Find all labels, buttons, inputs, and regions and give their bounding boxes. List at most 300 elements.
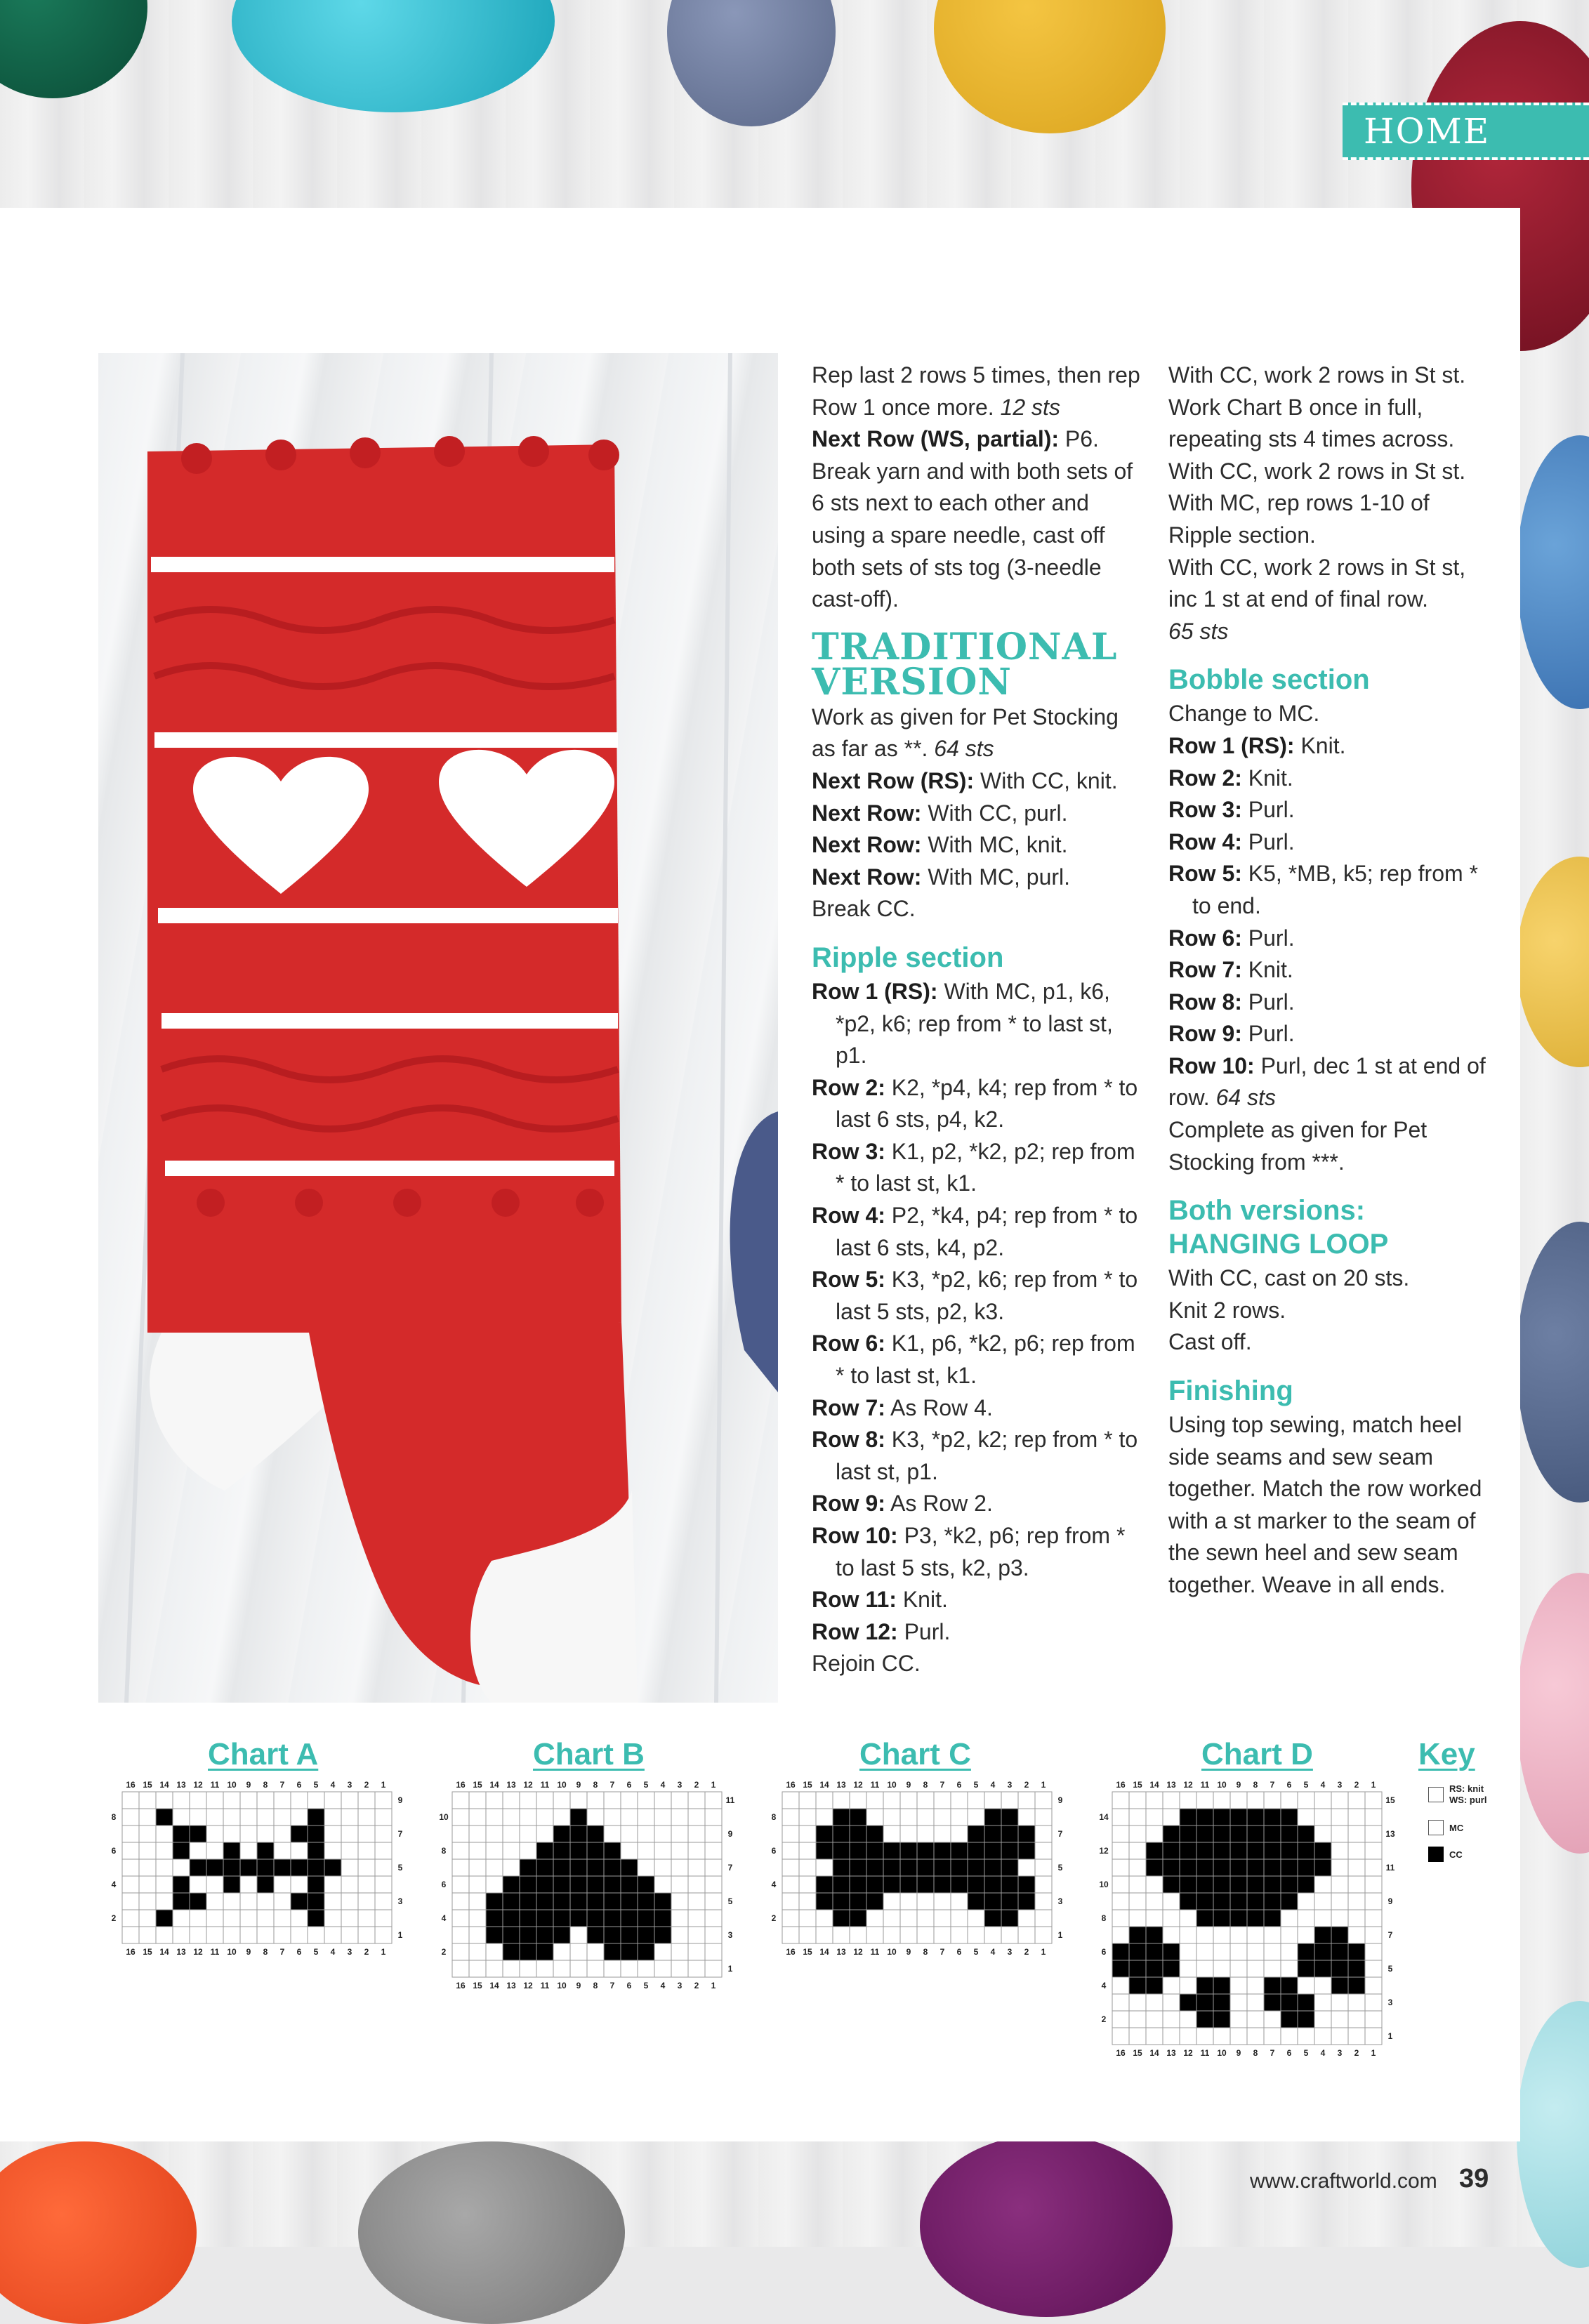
chart-cell-cc <box>1264 1842 1281 1859</box>
chart-cell-cc <box>1213 1842 1230 1859</box>
chart-cell-cc <box>1331 1977 1348 1994</box>
chart-cell-mc <box>1180 1960 1196 1977</box>
chart-cell-mc <box>1314 1792 1331 1809</box>
chart-cell-mc <box>799 1809 816 1825</box>
chart-column-number: 16 <box>1116 1780 1126 1790</box>
chart-column-number: 13 <box>836 1780 846 1790</box>
row-text: Knit. <box>902 1587 948 1613</box>
row-label: Row 10: <box>812 1523 898 1548</box>
chart-cell-mc <box>324 1910 341 1927</box>
chart-cell-mc <box>1264 1792 1281 1809</box>
chart-cell-mc <box>1247 1792 1264 1809</box>
chart-cell-cc <box>1112 1960 1129 1977</box>
chart-cell-mc <box>850 1927 866 1943</box>
chart-cell-cc <box>520 1893 536 1910</box>
chart-row-number: 8 <box>771 1812 777 1822</box>
chart-cell-cc <box>1314 1842 1331 1859</box>
row-label: Row 11: <box>812 1587 897 1613</box>
chart-cell-cc <box>1264 1876 1281 1893</box>
chart-cell-mc <box>934 1792 951 1809</box>
chart-cell-mc <box>139 1859 156 1876</box>
chart-cell-cc <box>1230 1809 1247 1825</box>
chart-column-number: 3 <box>1337 1780 1343 1790</box>
chart-cell-cc <box>951 1842 968 1859</box>
chart-cell-mc <box>375 1842 392 1859</box>
chart-cell-mc <box>984 1792 1001 1809</box>
chart-cell-mc <box>671 1876 688 1893</box>
chart-cell-mc <box>1129 2028 1146 2045</box>
chart-cell-cc <box>1018 1842 1035 1859</box>
chart-column-number: 14 <box>819 1780 829 1790</box>
chart-cell-cc <box>1146 1960 1163 1977</box>
chart-cell-mc <box>553 1960 570 1977</box>
chart-cell-cc <box>1001 1876 1018 1893</box>
stitch-count: 12 sts <box>1000 394 1060 420</box>
chart-column-number: 13 <box>506 1981 516 1990</box>
chart-column-number: 9 <box>576 1780 581 1790</box>
row-label: Row 10: <box>1168 1052 1255 1078</box>
finishing-heading: Finishing <box>1168 1375 1293 1407</box>
chart-cell-cc <box>900 1842 917 1859</box>
chart-cell-mc <box>570 1792 587 1809</box>
chart-cell-mc <box>324 1876 341 1893</box>
chart-cell-cc <box>1129 1960 1146 1977</box>
body-line: With MC, rep rows 1-10 of Ripple section. <box>1168 490 1430 548</box>
chart-cell-mc <box>917 1893 934 1910</box>
chart-a-title: Chart A <box>208 1737 319 1771</box>
chart-cell-cc <box>1180 1893 1196 1910</box>
chart-cell-mc <box>358 1825 375 1842</box>
chart-cell-mc <box>1298 1927 1314 1943</box>
chart-column-number: 11 <box>210 1947 220 1957</box>
chart-cell-mc <box>1230 2011 1247 2028</box>
chart-column-number: 12 <box>853 1780 863 1790</box>
chart-cell-cc <box>553 1876 570 1893</box>
chart-cell-cc <box>1018 1876 1035 1893</box>
chart-cell-mc <box>782 1825 799 1842</box>
chart-cell-mc <box>223 1893 240 1910</box>
chart-cell-cc <box>638 1876 654 1893</box>
chart-column-number: 7 <box>279 1780 285 1790</box>
chart-column-number: 7 <box>1270 2048 1275 2058</box>
chart-cell-cc <box>1146 1943 1163 1960</box>
chart-cell-mc <box>688 1960 705 1977</box>
chart-cell-mc <box>358 1842 375 1859</box>
chart-row-number: 1 <box>397 1930 403 1940</box>
chart-cell-cc <box>1331 1943 1348 1960</box>
chart-cell-cc <box>1247 1893 1264 1910</box>
key-title: Key <box>1418 1737 1475 1771</box>
row-text: With CC, knit. <box>980 767 1118 793</box>
chart-column-number: 10 <box>887 1947 897 1957</box>
text-column-2 <box>1168 359 1491 1602</box>
footer-url[interactable]: www.craftworld.com <box>1250 2170 1437 2193</box>
chart-cell-mc <box>308 1792 324 1809</box>
chart-cell-mc <box>156 1927 173 1943</box>
chart-cell-mc <box>799 1859 816 1876</box>
chart-cell-cc <box>570 1876 587 1893</box>
chart-row-number: 5 <box>727 1896 733 1906</box>
chart-cell-mc <box>469 1809 486 1825</box>
chart-column-number: 12 <box>193 1947 203 1957</box>
chart-cell-mc <box>934 1910 951 1927</box>
chart-cell-mc <box>1035 1859 1052 1876</box>
chart-cell-mc <box>341 1893 358 1910</box>
chart-cell-cc <box>1180 1809 1196 1825</box>
chart-cell-cc <box>1264 1859 1281 1876</box>
chart-cell-cc <box>638 1910 654 1927</box>
chart-cell-mc <box>705 1910 722 1927</box>
chart-cell-mc <box>705 1876 722 1893</box>
chart-cell-cc <box>604 1876 621 1893</box>
chart-cell-mc <box>1146 1893 1163 1910</box>
chart-cell-mc <box>705 1825 722 1842</box>
chart-column-number: 10 <box>557 1780 567 1790</box>
row-text: Purl. <box>1248 797 1295 823</box>
chart-cell-cc <box>1196 1994 1213 2011</box>
chart-column-number: 3 <box>677 1780 683 1790</box>
complete-text: Complete as given for Pet Stocking from ***. <box>1168 1117 1428 1175</box>
chart-cell-mc <box>1348 1893 1365 1910</box>
row-text: P3, *k2, p6; rep from * to last 5 sts, k2, p3. <box>836 1523 1126 1580</box>
chart-cell-mc <box>1213 1943 1230 1960</box>
chart-cell-mc <box>240 1842 257 1859</box>
chart-cell-mc <box>1331 1876 1348 1893</box>
chart-cell-cc <box>173 1825 190 1842</box>
chart-cell-mc <box>816 1910 833 1927</box>
chart-cell-mc <box>1180 1977 1196 1994</box>
chart-cell-mc <box>1314 1893 1331 1910</box>
chart-column-number: 5 <box>973 1780 979 1790</box>
trad-intro: Work as given for Pet Stocking as far as **. <box>812 704 1119 762</box>
chart-cell-mc <box>1129 1792 1146 1809</box>
chart-cell-cc <box>968 1859 984 1876</box>
chart-column-number: 13 <box>176 1947 186 1957</box>
chart-column-number: 3 <box>1007 1780 1013 1790</box>
chart-cell-cc <box>850 1842 866 1859</box>
chart-column-number: 12 <box>193 1780 203 1790</box>
chart-cell-mc <box>1298 1809 1314 1825</box>
chart-row-number: 3 <box>1387 1998 1393 2007</box>
chart-cell-cc <box>1314 1927 1331 1943</box>
row-text: With MC, knit. <box>928 832 1068 858</box>
chart-cell-cc <box>1196 2011 1213 2028</box>
chart-row-number: 1 <box>727 1964 733 1974</box>
chart-cell-mc <box>705 1842 722 1859</box>
chart-cell-mc <box>1365 1910 1382 1927</box>
chart-cell-mc <box>1035 1910 1052 1927</box>
intro-text: Rep last 2 rows 5 times, then rep Row 1 once more. <box>812 362 1140 420</box>
chart-cell-mc <box>1314 1809 1331 1825</box>
chart-cell-cc <box>654 1927 671 1943</box>
chart-cell-mc <box>1035 1825 1052 1842</box>
chart-column-number: 5 <box>1303 2048 1309 2058</box>
chart-cell-mc <box>341 1910 358 1927</box>
chart-cell-mc <box>206 1809 223 1825</box>
chart-cell-cc <box>654 1893 671 1910</box>
chart-cell-mc <box>951 1910 968 1927</box>
row-text: Purl. <box>1248 828 1295 854</box>
chart-cell-mc <box>1247 2011 1264 2028</box>
chart-column-number: 9 <box>246 1947 251 1957</box>
chart-cell-cc <box>308 1842 324 1859</box>
chart-cell-cc <box>570 1859 587 1876</box>
chart-cell-mc <box>274 1825 291 1842</box>
chart-cell-mc <box>206 1893 223 1910</box>
chart-column-number: 10 <box>227 1947 237 1957</box>
chart-cell-mc <box>341 1825 358 1842</box>
chart-cell-cc <box>570 1825 587 1842</box>
body-line: With CC, work 2 rows in St st, inc 1 st at end of final row. <box>1168 554 1466 612</box>
chart-cell-cc <box>520 1910 536 1927</box>
chart-cell-cc <box>866 1893 883 1910</box>
chart-row-number: 11 <box>725 1795 735 1805</box>
chart-column-number: 16 <box>1116 2048 1126 2058</box>
break-text: Break CC. <box>812 896 916 922</box>
chart-cell-mc <box>190 1809 206 1825</box>
chart-cell-cc <box>621 1859 638 1876</box>
row-text: K5, *MB, k5; rep from * to end. <box>1192 861 1478 918</box>
chart-cell-mc <box>469 1910 486 1927</box>
chart-cell-mc <box>1146 1994 1163 2011</box>
chart-cell-cc <box>1196 1893 1213 1910</box>
chart-cell-cc <box>816 1893 833 1910</box>
chart-row-number: 10 <box>439 1812 449 1822</box>
chart-cell-mc <box>358 1876 375 1893</box>
chart-cell-mc <box>968 1927 984 1943</box>
chart-cell-cc <box>1213 1994 1230 2011</box>
chart-cell-mc <box>375 1809 392 1825</box>
chart-cell-mc <box>1196 1960 1213 1977</box>
page-number: 39 <box>1459 2164 1489 2193</box>
chart-cell-mc <box>1018 1927 1035 1943</box>
chart-cell-cc <box>223 1842 240 1859</box>
chart-cell-mc <box>156 1859 173 1876</box>
chart-cell-mc <box>122 1792 139 1809</box>
chart-cell-mc <box>688 1792 705 1809</box>
chart-column-number: 5 <box>643 1780 649 1790</box>
chart-cell-mc <box>1163 1994 1180 2011</box>
chart-cell-cc <box>1146 1927 1163 1943</box>
chart-cell-mc <box>1331 1792 1348 1809</box>
chart-row-number: 6 <box>111 1846 117 1856</box>
chart-cell-mc <box>486 1825 503 1842</box>
chart-cell-mc <box>520 1792 536 1809</box>
chart-cell-mc <box>917 1927 934 1943</box>
chart-cell-cc <box>1331 1927 1348 1943</box>
chart-column-number: 2 <box>1024 1947 1029 1957</box>
chart-cell-mc <box>934 1927 951 1943</box>
rejoin-text: Rejoin CC. <box>812 1651 921 1677</box>
chart-cell-cc <box>951 1876 968 1893</box>
chart-cell-mc <box>1196 1927 1213 1943</box>
chart-cell-mc <box>452 1893 469 1910</box>
chart-cell-mc <box>223 1809 240 1825</box>
chart-cell-mc <box>122 1876 139 1893</box>
chart-cell-mc <box>469 1893 486 1910</box>
chart-cell-mc <box>1163 1893 1180 1910</box>
chart-row-number: 4 <box>771 1880 777 1889</box>
chart-cell-mc <box>604 1960 621 1977</box>
chart-cell-cc <box>850 1910 866 1927</box>
chart-cell-mc <box>1112 2028 1129 2045</box>
chart-cell-mc <box>1213 1792 1230 1809</box>
chart-cell-mc <box>866 1927 883 1943</box>
chart-b-title: Chart B <box>533 1737 645 1771</box>
chart-cell-cc <box>1247 1842 1264 1859</box>
row-text: P6. Break yarn and with both sets of 6 sts next to each other and using a spare needle, cast off both sets of sts tog (3-needle cast-off). <box>812 426 1133 612</box>
chart-cell-mc <box>536 1809 553 1825</box>
chart-cell-mc <box>900 1910 917 1927</box>
body-line: With CC, work 2 rows in St st. <box>1168 458 1466 484</box>
chart-cell-cc <box>1331 1960 1348 1977</box>
chart-row-number: 4 <box>441 1913 447 1923</box>
chart-cell-cc <box>1264 1994 1281 2011</box>
chart-cell-cc <box>833 1893 850 1910</box>
chart-cell-mc <box>452 1876 469 1893</box>
chart-row-number: 6 <box>1101 1947 1107 1957</box>
chart-cell-mc <box>324 1842 341 1859</box>
yarn-ball-purple <box>920 2134 1173 2317</box>
chart-row-number: 9 <box>397 1795 403 1805</box>
chart-cell-mc <box>122 1825 139 1842</box>
chart-column-number: 12 <box>853 1947 863 1957</box>
chart-cell-mc <box>206 1825 223 1842</box>
chart-cell-mc <box>274 1792 291 1809</box>
chart-cell-mc <box>190 1792 206 1809</box>
chart-cell-mc <box>1129 2011 1146 2028</box>
chart-cell-mc <box>1112 1825 1129 1842</box>
chart-cell-mc <box>1035 1842 1052 1859</box>
chart-cell-cc <box>934 1859 951 1876</box>
chart-cell-cc <box>308 1825 324 1842</box>
row-label: Row 8: <box>812 1427 885 1453</box>
chart-cell-mc <box>139 1809 156 1825</box>
chart-cell-mc <box>1112 1910 1129 1927</box>
chart-cell-mc <box>1112 1994 1129 2011</box>
chart-cell-cc <box>1213 1825 1230 1842</box>
chart-column-number: 9 <box>1236 2048 1241 2058</box>
chart-cell-cc <box>850 1825 866 1842</box>
row-text: K3, *p2, k2; rep from * to last st, p1. <box>836 1427 1138 1484</box>
chart-cell-mc <box>671 1809 688 1825</box>
chart-column-number: 1 <box>711 1780 716 1790</box>
chart-cell-cc <box>833 1842 850 1859</box>
chart-cell-cc <box>1264 1910 1281 1927</box>
chart-column-number: 4 <box>990 1780 996 1790</box>
chart-cell-mc <box>1112 1893 1129 1910</box>
chart-cell-cc <box>1196 1825 1213 1842</box>
chart-row-number: 2 <box>1101 2014 1107 2024</box>
chart-cell-mc <box>1365 1927 1382 1943</box>
chart-cell-cc <box>1196 1910 1213 1927</box>
chart-cell-mc <box>654 1960 671 1977</box>
chart-cell-mc <box>1146 1792 1163 1809</box>
chart-cell-mc <box>1281 1792 1298 1809</box>
chart-column-number: 7 <box>939 1780 945 1790</box>
chart-column-number: 16 <box>786 1947 796 1957</box>
chart-cell-cc <box>156 1910 173 1927</box>
chart-cell-mc <box>671 1960 688 1977</box>
chart-cell-mc <box>1365 1809 1382 1825</box>
chart-column-number: 4 <box>990 1947 996 1957</box>
chart-cell-mc <box>139 1910 156 1927</box>
chart-column-number: 2 <box>364 1947 369 1957</box>
chart-cell-cc <box>917 1876 934 1893</box>
chart-column-number: 14 <box>819 1947 829 1957</box>
chart-cell-mc <box>1180 2028 1196 2045</box>
body-line: Cast off. <box>1168 1329 1252 1355</box>
chart-cell-mc <box>375 1927 392 1943</box>
chart-column-number: 1 <box>381 1780 386 1790</box>
chart-cell-cc <box>503 1943 520 1960</box>
chart-cell-mc <box>291 1876 308 1893</box>
chart-cell-mc <box>1247 1960 1264 1977</box>
chart-cell-mc <box>1247 1927 1264 1943</box>
chart-cell-mc <box>638 1859 654 1876</box>
chart-cell-cc <box>638 1943 654 1960</box>
chart-cell-mc <box>452 1842 469 1859</box>
chart-cell-mc <box>1180 1927 1196 1943</box>
row-label: Row 9: <box>1168 1021 1242 1047</box>
chart-cell-mc <box>240 1876 257 1893</box>
chart-cell-mc <box>486 1809 503 1825</box>
chart-cell-cc <box>308 1910 324 1927</box>
chart-cell-mc <box>240 1825 257 1842</box>
chart-column-number: 16 <box>126 1947 136 1957</box>
chart-cell-mc <box>1230 1943 1247 1960</box>
chart-cell-mc <box>1035 1876 1052 1893</box>
chart-cell-cc <box>621 1910 638 1927</box>
chart-cell-cc <box>1163 1960 1180 1977</box>
chart-cell-cc <box>883 1859 900 1876</box>
chart-cell-mc <box>705 1859 722 1876</box>
chart-cell-cc <box>1281 1825 1298 1842</box>
chart-cell-mc <box>671 1943 688 1960</box>
chart-cell-mc <box>654 1859 671 1876</box>
chart-column-number: 11 <box>870 1947 880 1957</box>
chart-cell-mc <box>1331 1994 1348 2011</box>
chart-cell-mc <box>240 1910 257 1927</box>
chart-cell-mc <box>173 1927 190 1943</box>
row-label: Row 6: <box>812 1331 885 1356</box>
chart-cell-mc <box>1348 1809 1365 1825</box>
chart-cell-cc <box>173 1876 190 1893</box>
chart-cell-mc <box>486 1876 503 1893</box>
chart-column-number: 13 <box>506 1780 516 1790</box>
chart-cell-mc <box>654 1825 671 1842</box>
chart-column-number: 4 <box>660 1780 666 1790</box>
chart-column-number: 14 <box>489 1981 499 1990</box>
chart-cell-mc <box>1348 2011 1365 2028</box>
chart-cell-mc <box>257 1809 274 1825</box>
chart-cell-mc <box>705 1927 722 1943</box>
chart-column-number: 9 <box>1236 1780 1241 1790</box>
chart-cell-mc <box>1281 2028 1298 2045</box>
chart-cell-mc <box>866 1809 883 1825</box>
chart-cell-cc <box>1196 1876 1213 1893</box>
chart-cell-mc <box>688 1893 705 1910</box>
chart-cell-cc <box>257 1842 274 1859</box>
chart-cell-cc <box>1264 1977 1281 1994</box>
chart-cell-mc <box>1298 1792 1314 1809</box>
chart-column-number: 11 <box>540 1981 550 1990</box>
chart-cell-mc <box>1281 1960 1298 1977</box>
chart-column-number: 15 <box>143 1947 152 1957</box>
chart-cell-mc <box>139 1792 156 1809</box>
chart-row-number: 12 <box>1099 1846 1109 1856</box>
chart-cell-mc <box>866 1792 883 1809</box>
